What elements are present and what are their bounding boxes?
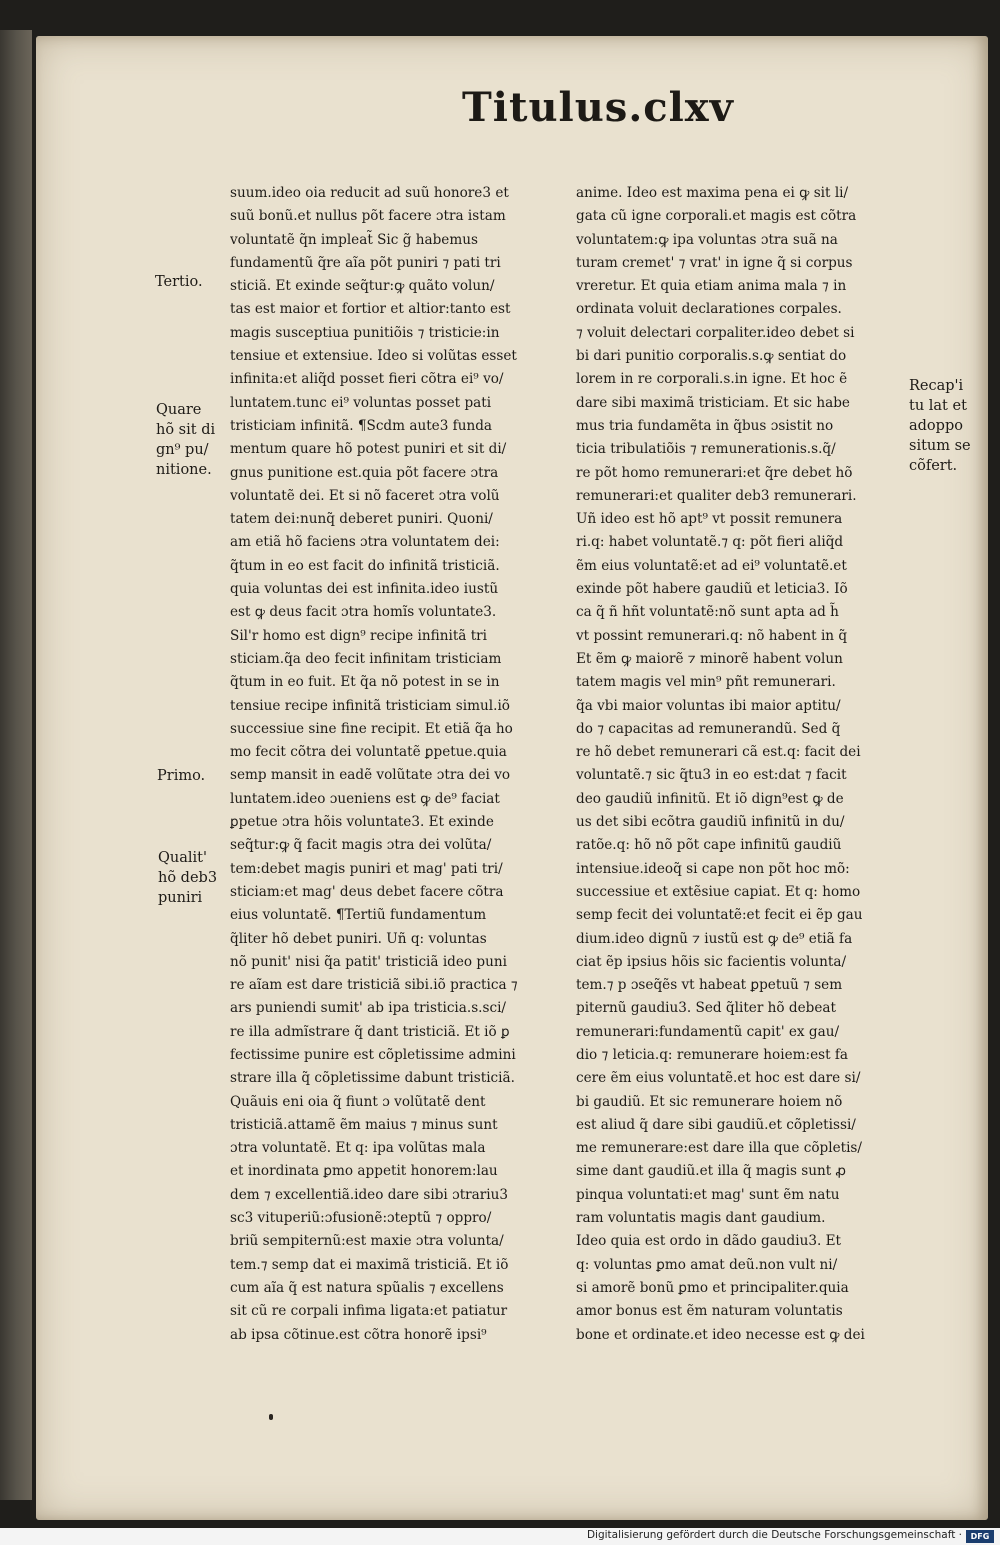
- text-line: ca q̃ ñ hñt voluntatẽ:nõ sunt apta ad h̃: [576, 604, 839, 621]
- text-line: intensiue.ideoq̃ si cape non põt hoc mõ:: [576, 860, 850, 877]
- margin-note-primo: [157, 766, 205, 786]
- text-line: bi dari punitio corporalis.s.ꝙ sentiat do: [576, 348, 847, 365]
- text-line: nõ punit' nisi q̃a patit' tristiciã ideo puni: [230, 953, 507, 970]
- text-line: bi gaudiũ. Et sic remunerare hoiem nõ: [576, 1093, 843, 1110]
- text-line: ratõe.q: hõ nõ põt cape infinitũ gaudiũ: [576, 837, 842, 854]
- text-line: sit cũ re corpali infima ligata:et patiatur: [230, 1303, 508, 1320]
- text-line: semp fecit dei voluntatẽ:et fecit ei ẽp gau: [576, 907, 863, 924]
- dfg-logo: DFG: [966, 1530, 994, 1543]
- text-line: us det sibi ecõtra gaudiũ infinitũ in du/: [576, 814, 845, 831]
- text-line: luntatem.tunc ei⁹ voluntas posset pati: [230, 394, 492, 411]
- text-line: piternũ gaudiu3. Sed q̃liter hõ debeat: [576, 1000, 836, 1017]
- text-line: ram voluntatis magis dant gaudium.: [576, 1210, 826, 1227]
- text-line: deo gaudiũ infinitũ. Et iõ dign⁹est ꝙ de: [576, 790, 844, 807]
- margin-note-line: Quare: [156, 402, 202, 418]
- text-line: dem ⁊ excellentiã.ideo dare sibi ɔtrariu3: [230, 1186, 509, 1203]
- text-line: tas est maior et fortior et altior:tanto est: [230, 301, 511, 318]
- margin-note-line: Primo.: [157, 768, 206, 784]
- text-line: q̃tum in eo fuit. Et q̃a nõ potest in se in: [230, 674, 500, 691]
- text-line: cum aĩa q̃ est natura spũalis ⁊ excellens: [230, 1279, 504, 1296]
- text-line: tristiciam infinitã. ¶Scdm aute3 funda: [230, 417, 493, 434]
- text-line: gnus punitione est.quia põt facere ɔtra: [230, 464, 499, 481]
- text-line: tem.⁊ p ɔseq̃ẽs vt habeat ꝑpetuũ ⁊ sem: [576, 977, 843, 994]
- running-head: Titulus.clxv: [462, 84, 734, 131]
- text-line: sticiam.q̃a deo fecit infinitam tristiciam: [230, 650, 502, 667]
- margin-note-line: situm se: [909, 438, 971, 454]
- margin-note-line: Recap'i: [909, 378, 964, 394]
- text-line: pinqua voluntati:et mag' sunt ẽm natu: [576, 1186, 840, 1203]
- text-line: do ⁊ capacitas ad remunerandũ. Sed q̃: [576, 720, 841, 737]
- text-line: bone et ordinate.et ideo necesse est ꝙ dei: [576, 1326, 865, 1343]
- margin-note-recap: [909, 376, 971, 476]
- text-line: ẽm eius voluntatẽ:et ad ei⁹ voluntatẽ.et: [576, 557, 847, 574]
- text-line: exinde põt habere gaudiũ et leticia3. Iõ: [576, 581, 848, 598]
- text-line: vt possint remunerari.q: nõ habent in q̃: [576, 627, 848, 644]
- text-line: q̃a vbi maior voluntas ibi maior aptitu/: [576, 697, 841, 714]
- text-line: lorem in re corporali.s.in igne. Et hoc ẽ: [576, 371, 848, 388]
- text-line: dare sibi maximã tristiciam. Et sic habe: [576, 394, 850, 411]
- text-line: eius voluntatẽ. ¶Tertiũ fundamentum: [230, 907, 487, 924]
- text-line: strare illa q̃ cõpletissime dabunt tristiciã.: [230, 1070, 515, 1087]
- text-line: dio ⁊ leticia.q: remunerare hoiem:est fa: [576, 1046, 849, 1063]
- margin-note-line: hõ sit di: [156, 422, 216, 438]
- margin-note-line: tu lat et: [909, 398, 967, 414]
- text-line: ciat ẽp ipsius hõis sic facientis volunta/: [576, 953, 847, 970]
- text-line: Sil'r homo est dign⁹ recipe infinitã tri: [230, 627, 488, 644]
- margin-note-qualit: [158, 848, 217, 908]
- text-line: sticiã. Et exinde seq̃tur:ꝙ quãto volun/: [230, 278, 495, 295]
- text-line: tem.⁊ semp dat ei maximã tristiciã. Et iõ: [230, 1256, 509, 1273]
- text-line: gata cũ igne corporali.et magis est cõtra: [576, 208, 857, 225]
- text-line: remunerari:fundamentũ capit' ex gau/: [576, 1023, 840, 1040]
- margin-note-line: adoppo: [909, 418, 963, 434]
- text-line: suũ bonũ.et nullus põt facere ɔtra istam: [230, 208, 506, 225]
- text-line: infinita:et aliq̃d posset fieri cõtra ei⁹ vo/: [230, 371, 504, 388]
- text-line: mo fecit cõtra dei voluntatẽ ꝑpetue.quia: [230, 744, 507, 761]
- page-edge: [0, 30, 32, 1500]
- text-line: luntatem.ideo ɔueniens est ꝙ de⁹ faciat: [230, 790, 500, 807]
- left-text-column: [230, 182, 560, 1347]
- margin-note-line: Tertio.: [155, 274, 203, 290]
- text-line: voluntatẽ dei. Et si nõ faceret ɔtra volũ: [230, 487, 500, 504]
- footer-credit: Digitalisierung gefördert durch die Deutsche Forschungsgemeinschaft ·: [586, 1529, 962, 1541]
- text-line: anime. Ideo est maxima pena ei ꝙ sit li/: [576, 185, 849, 201]
- text-line: et inordinata ꝑmo appetit honorem:lau: [230, 1163, 498, 1180]
- text-line: re põt homo remunerari:et q̃re debet hõ: [576, 464, 853, 481]
- text-line: suum.ideo oia reducit ad suũ honore3 et: [230, 185, 509, 201]
- ink-mark: [269, 1414, 273, 1420]
- text-line: ab ipsa cõtinue.est cõtra honorẽ ipsi⁹: [230, 1326, 487, 1343]
- text-line: fundamentũ q̃re aĩa põt puniri ⁊ pati tri: [230, 254, 501, 271]
- text-line: me remunerare:est dare illa que cõpletis/: [576, 1140, 862, 1157]
- text-line: sticiam:et mag' deus debet facere cõtra: [230, 883, 504, 900]
- text-line: Quãuis eni oia q̃ fiunt ɔ volũtatẽ dent: [230, 1093, 486, 1110]
- text-line: briũ sempiternũ:est maxie ɔtra volunta/: [230, 1233, 504, 1250]
- text-line: semp mansit in eadẽ volũtate ɔtra dei vo: [230, 767, 511, 784]
- text-line: seq̃tur:ꝙ q̃ facit magis ɔtra dei volũta/: [230, 837, 492, 854]
- text-line: tristiciã.attamẽ ẽm maius ⁊ minus sunt: [230, 1116, 498, 1133]
- margin-note-line: hõ deb3: [158, 870, 218, 886]
- right-text-column: [576, 182, 906, 1347]
- text-line: amor bonus est ẽm naturam voluntatis: [576, 1303, 843, 1320]
- text-line: si amorẽ bonũ ꝑmo et principaliter.quia: [576, 1279, 849, 1296]
- text-line: ars puniendi sumit' ab ipa tristicia.s.sci/: [230, 1000, 507, 1017]
- text-line: Et ẽm ꝙ maiorẽ ⁊ minorẽ habent volun: [576, 650, 843, 667]
- margin-note-line: puniri: [158, 890, 203, 906]
- margin-note-tertio: [155, 272, 203, 292]
- text-line: tem:debet magis puniri et mag' pati tri/: [230, 860, 503, 877]
- text-line: mentum quare hõ potest puniri et sit di/: [230, 441, 507, 458]
- text-line: voluntatẽ q̃n impleat̃ Sic g̃ habemus: [230, 231, 478, 248]
- margin-note-line: gn⁹ pu/: [156, 442, 209, 458]
- text-line: dium.ideo dignũ ⁊ iustũ est ꝙ de⁹ etiã fa: [576, 930, 853, 947]
- text-line: ꝑpetue ɔtra hõis voluntate3. Et exinde: [230, 814, 494, 831]
- text-line: q̃liter hõ debet puniri. Uñ q: voluntas: [230, 930, 487, 947]
- text-line: est ꝙ deus facit ɔtra homĩs voluntate3.: [230, 604, 497, 621]
- text-line: voluntatem:ꝙ ipa voluntas ɔtra suã na: [576, 231, 838, 248]
- text-line: q: voluntas ꝑmo amat deũ.non vult ni/: [576, 1256, 838, 1273]
- margin-note-line: nitione.: [156, 462, 212, 478]
- text-line: re aĩam est dare tristiciã sibi.iõ practica ⁊: [230, 977, 518, 994]
- text-line: vreretur. Et quia etiam anima mala ⁊ in: [576, 278, 847, 295]
- text-line: re illa admĩstrare q̃ dant tristiciã. Et iõ ꝑ: [230, 1023, 510, 1040]
- text-line: ordinata voluit declarationes corpales.: [576, 301, 842, 318]
- text-line: ticia tribulatiõis ⁊ remunerationis.s.q̃/: [576, 441, 836, 458]
- text-line: sc3 vituperiũ:ɔfusionẽ:ɔteptũ ⁊ oppro/: [230, 1210, 492, 1227]
- text-line: remunerari:et qualiter deb3 remunerari.: [576, 487, 857, 504]
- text-line: re hõ debet remunerari cã est.q: facit dei: [576, 744, 861, 761]
- text-line: voluntatẽ.⁊ sic q̃tu3 in eo est:dat ⁊ facit: [576, 767, 847, 784]
- text-line: tatem dei:nunq̃ deberet puniri. Quoni/: [230, 511, 493, 528]
- text-line: ⁊ voluit delectari corpaliter.ideo debet si: [576, 324, 855, 341]
- text-line: tensiue recipe infinitã tristiciam simul.iõ: [230, 697, 510, 714]
- margin-note-line: Qualit': [158, 850, 207, 866]
- text-line: mus tria fundamẽta in q̃bus ɔsistit no: [576, 417, 834, 434]
- text-line: quia voluntas dei est infinita.ideo iustũ: [230, 581, 499, 598]
- text-line: sime dant gaudiũ.et illa q̃ magis sunt ꝓ: [576, 1163, 847, 1180]
- text-line: ɔtra voluntatẽ. Et q: ipa volũtas mala: [230, 1140, 486, 1157]
- text-line: tensiue et extensiue. Ideo si volũtas esset: [230, 348, 517, 365]
- text-line: am etiã hõ faciens ɔtra voluntatem dei:: [230, 534, 500, 551]
- text-line: tatem magis vel min⁹ pñt remunerari.: [576, 674, 836, 691]
- text-line: est aliud q̃ dare sibi gaudiũ.et cõpletissi/: [576, 1116, 856, 1133]
- text-line: Uñ ideo est hõ apt⁹ vt possit remunera: [576, 511, 843, 528]
- text-line: turam cremet' ⁊ vrat' in igne q̃ si corpus: [576, 254, 853, 271]
- margin-note-line: cõfert.: [909, 458, 958, 474]
- text-line: magis susceptiua punitiõis ⁊ tristicie:in: [230, 324, 500, 341]
- margin-note-quare: [156, 400, 215, 480]
- text-line: Ideo quia est ordo in dãdo gaudiu3. Et: [576, 1233, 842, 1250]
- text-line: successiue et extẽsiue capiat. Et q: homo: [576, 883, 861, 900]
- text-line: ri.q: habet voluntatẽ.⁊ q: põt fieri aliq̃d: [576, 534, 844, 551]
- text-line: successiue sine fine recipit. Et etiã q̃a ho: [230, 720, 513, 737]
- text-line: q̃tum in eo est facit do infinitã tristiciã.: [230, 557, 500, 574]
- text-line: fectissime punire est cõpletissime admini: [230, 1046, 516, 1063]
- text-line: cere ẽm eius voluntatẽ.et hoc est dare si/: [576, 1070, 861, 1087]
